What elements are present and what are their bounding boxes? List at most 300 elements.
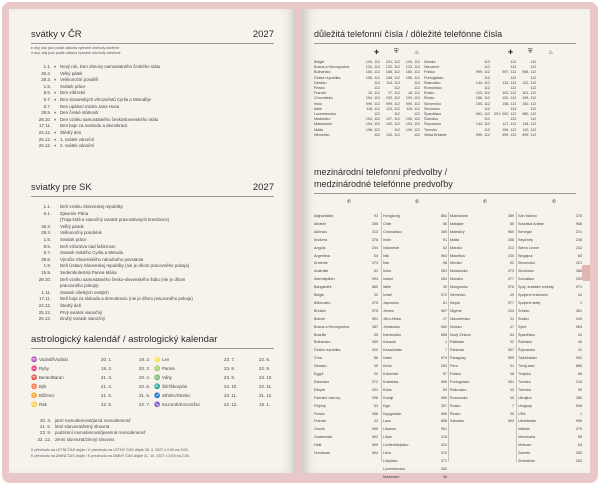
police-icon: ⛨ (528, 49, 533, 55)
phone-number: 113, 112 (386, 106, 400, 111)
prefix-code: 254 (440, 364, 447, 369)
prefix-country: Malta (450, 237, 460, 242)
prefix-country: Zambie (518, 451, 531, 455)
prefix-country: Chorvatsko (383, 229, 402, 234)
holiday-name: Štedrý deň (60, 303, 82, 308)
zodiac-row (154, 375, 272, 381)
zodiac-to: 20. 3. (139, 366, 150, 371)
prefix-country: Monako (450, 277, 464, 282)
holiday-date: 28.10. (38, 276, 51, 282)
phone-number: 112 (530, 75, 537, 80)
phone-icon: ✆ (415, 199, 420, 205)
prefix-code: 66 (577, 372, 582, 376)
phone-number: 166, 112 (385, 70, 400, 75)
prefix-country: Egypt (314, 372, 324, 376)
prefix-country: Katar (383, 356, 392, 361)
phone-number: 112 (530, 65, 537, 70)
phone-number: 112 (510, 86, 517, 91)
prefix-country: Chile (383, 221, 392, 226)
prefix-code: 92 (509, 340, 514, 345)
phones-title: důležitá telefonní čísla / dôležité telefónne čísla (314, 29, 503, 39)
prefix-code: 389 (507, 214, 514, 218)
prefix-country: Spoj. arabské emiráty (518, 285, 554, 290)
prefix-country: Súdán (518, 316, 529, 321)
phone-number: 105, 112 (405, 117, 420, 122)
holiday-row (31, 110, 261, 117)
prefix-country: Bosna a Hercegovina (314, 324, 350, 329)
phone-number: 192, 112 (385, 96, 400, 101)
prefix-code: 971 (575, 285, 582, 290)
phone-number: 999, 112 (502, 132, 517, 137)
prefix-country: Tádžikistán (518, 356, 537, 361)
zodiac-sign-icon: ♎ (154, 375, 161, 381)
prefix-country: Jordánsko (383, 324, 401, 329)
fire-icon: ♨ (414, 50, 420, 56)
prefix-code: 856 (440, 419, 447, 424)
prefix-country: Brazílie (314, 332, 327, 337)
zodiac-from: 23. 11. (224, 393, 238, 398)
prefix-code: 27 (442, 316, 447, 321)
prefix-country: Bhútán (314, 308, 326, 313)
prefix-country: Maledivy (450, 229, 465, 234)
phone-number: 112 (510, 117, 517, 122)
zodiac-row (154, 384, 272, 390)
zodiac-row (154, 393, 272, 399)
prefix-country: Irák (383, 253, 390, 258)
prefix-country: Vatikán (518, 427, 531, 432)
phone-number: 114, 112 (386, 80, 400, 85)
holiday-row (31, 283, 281, 290)
prefix-country: Kanada (383, 340, 396, 345)
prefix-code: 248 (575, 237, 582, 242)
zodiac-row (154, 357, 272, 363)
prefix-code: 84 (577, 443, 582, 448)
prefix-code: 40 (509, 395, 514, 400)
column-divider (381, 212, 382, 462)
prefixes-title-cz: mezinárodní telefonní předvolby / (314, 167, 448, 177)
prefix-country: Laos (383, 419, 391, 424)
holiday-row (31, 64, 261, 71)
prefix-code: 379 (575, 427, 582, 432)
prefix-country: Švédsko (518, 340, 533, 345)
holiday-row (31, 230, 281, 237)
phone-number: 112 (414, 132, 420, 137)
prefix-code: 855 (440, 332, 447, 337)
prefix-country: Lucembursko (383, 466, 406, 471)
zodiac-name: Beran/Baran (39, 375, 64, 380)
zodiac-to: 22. 9. (259, 366, 270, 371)
left-page (9, 9, 296, 473)
phone-number: 061, 112 (475, 112, 490, 117)
holiday-name: Den slovanských věrozvěstů Cyrila a Metoděje (60, 97, 152, 102)
prefix-country: Bolívie (314, 316, 326, 321)
phone-number: 194, 112 (365, 96, 380, 101)
phone-number: 158, 112 (385, 75, 400, 80)
prefix-code: 1 (579, 411, 582, 416)
country-name: Malta (314, 127, 324, 132)
phone-number: 112 (374, 80, 380, 85)
zodiac-name: Ryby (39, 366, 50, 371)
season-text: podzimní rovnodennost/jesenná rovnodennosť (55, 430, 146, 436)
holiday-date: 6.7. (43, 103, 51, 109)
zodiac-to: 19. 1. (259, 402, 270, 407)
phone-number: 124, 112 (365, 65, 380, 70)
holiday-name: Výročie Slovenského národného povstania (60, 256, 144, 262)
dst-note: K přechodu na ZIMNÍ ČAS dojde / K prechodu na ZIMNÝ ČAS dôjde 31. 10. 2027 z 3:00 na 2:00. (31, 454, 190, 458)
phone-number: 999, 112 (365, 101, 380, 106)
prefix-country: Saúdská Arábie (518, 221, 544, 226)
zodiac-name: Vodnář/Vodnár (39, 357, 69, 362)
zodiac-name: Blíženci (39, 393, 55, 398)
holiday-date: 26.12. (38, 143, 51, 149)
country-name: Česká republika (314, 75, 341, 80)
prefix-code: 598 (575, 403, 582, 408)
prefix-code: 351 (507, 379, 514, 384)
prefix-country: Honduras (314, 451, 330, 455)
holiday-date: 1.1. (43, 64, 51, 69)
prefix-code: 967 (440, 308, 447, 313)
holiday-row (31, 137, 261, 144)
prefix-code: 36 (442, 474, 447, 479)
prefix-code: 232 (575, 245, 582, 250)
holiday-name: 1. svátek vánoční (60, 136, 95, 142)
prefix-country: Kuvajt (383, 395, 394, 400)
prefix-code: 53 (442, 387, 447, 392)
phone-number: 112 (484, 106, 490, 111)
phone-row (312, 133, 538, 138)
zodiac-name: Panna (162, 366, 175, 371)
prefix-code: 373 (507, 269, 514, 274)
phone-number: 103, 112 (475, 91, 490, 96)
zodiac-from: 21. 3. (101, 375, 112, 380)
zodiac-sign-icon: ♍ (154, 366, 161, 372)
holiday-row (31, 244, 281, 251)
prefix-country: Spojené státy (518, 300, 541, 305)
prefix-country: Zimbabwe (518, 458, 536, 463)
holiday-date: 6.1. (43, 210, 51, 216)
zodiac-from: 23. 7. (224, 357, 235, 362)
zodiac-sign-icon: ♋ (31, 402, 38, 408)
cz-title-rule (31, 43, 274, 44)
phone-number: 118, 112 (366, 106, 380, 111)
phone-number: 160, 112 (405, 70, 420, 75)
prefix-country: Jižní Afrika (383, 316, 401, 321)
prefix-country: Salvador (450, 419, 465, 424)
holiday-name: Deň vzniku samostatného česko-slovenského štátu (nie je dňom (60, 276, 186, 282)
prefix-code: 56 (442, 221, 447, 226)
holiday-row (31, 217, 281, 224)
phone-number: 112 (484, 117, 490, 122)
phone-number: 133, 112 (502, 80, 517, 85)
holiday-row (31, 104, 261, 111)
country-name: Polsko (424, 70, 436, 75)
zodiac-name: Lev (162, 357, 170, 362)
prefix-code: 972 (440, 293, 447, 297)
prefix-country: Estonsko (314, 379, 330, 384)
phone-number: 193, 112 (405, 122, 420, 127)
astro-title-rule (31, 348, 274, 349)
country-name: Nizozemí (424, 65, 440, 70)
holiday-row (31, 290, 281, 297)
phone-number: 117, 112 (502, 122, 517, 127)
prefix-country: Lichtenštejnsko (383, 443, 409, 448)
dst-note: K přechodu na LETNÍ ČAS dojde / K prechodu na LETNÝ ČAS dôjde 28. 3. 2027 z 2:00 na 3:00. (31, 448, 189, 452)
column-divider (448, 212, 449, 462)
prefix-code: 376 (371, 237, 378, 242)
prefix-country: Mongolsko (450, 285, 468, 290)
phone-icon: ✆ (552, 199, 557, 205)
prefix-country: Jemen (383, 308, 395, 313)
prefix-country: Libye (383, 435, 392, 440)
holiday-name: Deň víťazstva nad fašizmom (60, 243, 116, 249)
prefix-code: 380 (575, 395, 582, 400)
holiday-date: 26.12. (38, 316, 51, 322)
fire-icon: ♨ (548, 50, 554, 56)
prefix-country: Filipíny (314, 403, 326, 408)
holiday-date: 5.7. (43, 97, 51, 102)
prefix-code: 39 (442, 285, 447, 290)
holiday-name: Veľký piatok (60, 223, 84, 229)
prefix-country: Moldavsko (450, 269, 468, 274)
holiday-row (31, 277, 281, 284)
prefix-code: 507 (507, 348, 514, 353)
holiday-row (31, 90, 261, 97)
prefix-code: 52 (509, 261, 514, 266)
bookmark-ribbon[interactable] (582, 265, 590, 281)
phone-number: 112 (374, 132, 380, 137)
holiday-date: 1.11. (41, 289, 51, 295)
season-text: zimní slunovrat/zimný slnovrat (55, 436, 114, 442)
holiday-name: Veľkonočný pondelok (60, 230, 102, 236)
prefix-code: 7 (444, 348, 447, 353)
phone-number: 100, 112 (502, 96, 517, 101)
phone-number: 150, 112 (405, 75, 420, 80)
prefix-code: 976 (507, 285, 514, 290)
prefix-country: Vietnam (518, 443, 532, 448)
cz-note-open: ● dny, kdy jsou podle zákona vybrané obchody otevřené (31, 51, 121, 55)
holiday-name: Den vítězství (60, 90, 86, 96)
prefix-code: 886 (575, 364, 582, 369)
prefix-code: 421 (575, 261, 582, 266)
phone-number: 112 (484, 86, 490, 91)
prefix-code: 996 (440, 411, 447, 416)
zodiac-from: 20. 1. (101, 357, 112, 362)
season-date: 20. 3. (40, 418, 51, 423)
phone-icon: ✆ (483, 199, 488, 205)
holiday-name: Štědrý den (60, 130, 82, 135)
prefix-code: 995 (371, 427, 378, 432)
prefix-country: San Marino (518, 214, 537, 218)
zodiac-row (31, 402, 149, 408)
holiday-row (31, 237, 281, 244)
prefix-code: 370 (440, 451, 447, 455)
police-icon: ⛨ (394, 49, 399, 55)
prefix-country: Bělorusko (314, 300, 331, 305)
zodiac-to: 22. 11. (259, 384, 273, 389)
prefix-code: 509 (371, 443, 378, 448)
prefix-country: Indonésie (383, 245, 399, 250)
prefix-country: Kambodža (383, 332, 401, 337)
phone-number: 15, 112 (367, 91, 380, 96)
astro-title: astrologický kalendář / astrologický kalendar (31, 334, 218, 345)
prefix-country: Polsko (450, 372, 462, 376)
holiday-date: 28.10. (38, 116, 51, 122)
season-row (31, 424, 109, 429)
prefix-country: Japonsko (383, 300, 399, 305)
prefix-code: 966 (575, 221, 582, 226)
phone-number: 17, 112 (387, 91, 400, 96)
prefix-code: 420 (371, 348, 378, 353)
holiday-name: Den boje za svobodu a demokracii (60, 123, 128, 129)
prefix-code: 48 (509, 372, 514, 376)
phone-number: 110, 112 (522, 127, 537, 132)
season-row (31, 437, 114, 442)
holiday-row (31, 211, 281, 218)
prefix-code: 57 (442, 372, 447, 376)
prefix-code: 221 (575, 229, 582, 234)
prefix-country: Norsko (450, 324, 462, 329)
right-page (302, 9, 590, 479)
prefix-code: 1 (444, 340, 447, 345)
prefix-country: Faerské ostrovy (314, 395, 341, 400)
prefix-country: Bulharsko (314, 340, 331, 345)
country-name: Dánsko (314, 80, 327, 85)
prefix-code: 354 (440, 277, 447, 282)
prefix-code: 423 (440, 443, 447, 448)
prefix-code: 93 (373, 214, 378, 218)
prefix-code: 504 (371, 451, 378, 455)
prefix-country: Paraguay (450, 356, 466, 361)
prefix-code: 963 (575, 324, 582, 329)
prefix-code: 47 (509, 324, 514, 329)
phone-number: 112 (414, 112, 420, 117)
country-name: Slovensko (424, 101, 442, 106)
prefix-code: 358 (371, 411, 378, 416)
zodiac-name: Váhy (162, 375, 173, 380)
prefix-country: Itálie (383, 285, 391, 290)
zodiac-to: 23. 10. (259, 375, 273, 380)
prefix-country: Ukrajina (518, 395, 532, 400)
phone-number: 998, 112 (522, 70, 537, 75)
zodiac-sign-icon: ♊ (31, 393, 38, 399)
prefix-code: 353 (440, 269, 447, 274)
holiday-name: Sviatok všetkých svätých (60, 289, 109, 295)
country-name: Norsko (424, 60, 436, 64)
prefix-country: Guatemala (314, 435, 333, 440)
prefix-code: 1 (579, 300, 582, 305)
prefix-code: 55 (373, 332, 378, 337)
country-name: Bulharsko (314, 70, 331, 75)
prefix-country: Srbsko (518, 308, 530, 313)
zodiac-from: 22. 6. (101, 402, 112, 407)
cz-holidays-year: 2027 (252, 29, 274, 40)
zodiac-to: 20. 5. (139, 384, 150, 389)
cz-note-closed: ♦ dny, kdy jsou podle zákona vybrané obchody zavřené (31, 46, 120, 50)
holiday-date: 8.5. (43, 243, 51, 249)
holiday-row (31, 130, 261, 137)
country-name: Rumunsko (424, 86, 442, 91)
holiday-name: (Traja králi a vianočný sviatok pravoslávnych kresťanov) (60, 217, 170, 223)
zodiac-sign-icon: ♈ (31, 375, 38, 381)
prefix-country: Andorra (314, 237, 328, 242)
country-name: Francie (314, 91, 327, 96)
holiday-name: Den vzniku samostatného československého státu (60, 116, 159, 122)
season-row (31, 418, 131, 423)
holiday-date: 25.12. (38, 136, 51, 142)
holiday-row (31, 303, 281, 310)
holiday-date: 1.5. (43, 83, 51, 89)
prefix-country: Malajsie (450, 221, 464, 226)
prefix-country: Portugalsko (450, 379, 470, 384)
phone-number: 113 (510, 106, 517, 111)
prefix-code: 962 (440, 324, 447, 329)
zodiac-row (154, 402, 272, 408)
country-name: Irsko (314, 101, 322, 106)
prefix-country: Francie (314, 419, 327, 424)
prefix-country: Gruzie (314, 427, 325, 432)
prefix-code: 263 (575, 458, 582, 463)
prefix-code: 51 (509, 364, 514, 369)
prefix-code: 34 (577, 332, 582, 337)
phone-number: 118, 112 (522, 122, 537, 127)
prefix-country: Švýcarsko (518, 348, 536, 353)
prefix-code: 244 (371, 245, 378, 250)
prefix-country: Slovensko (518, 261, 536, 266)
prefix-code: 378 (575, 214, 582, 218)
country-name: Makedonie (314, 122, 333, 127)
prefix-code: 371 (440, 458, 447, 463)
holiday-row (31, 250, 281, 257)
prefix-country: Kypr (383, 403, 391, 408)
prefix-country: Rakousko (450, 387, 467, 392)
country-name: Belgie (314, 60, 325, 64)
prefix-code: 43 (509, 387, 514, 392)
zodiac-row (154, 366, 272, 372)
phone-number: 997, 112 (502, 70, 517, 75)
prefix-code: 216 (575, 379, 582, 384)
prefix-code: 961 (440, 427, 447, 432)
prefix-code: 218 (440, 435, 447, 440)
prefix-country: Čína (314, 356, 322, 361)
prefix-country: Alžírsko (314, 229, 328, 234)
holiday-name: Velikonoční pondělí (60, 77, 99, 83)
country-name: Chorvatsko (314, 96, 333, 101)
prefix-country: Uzbekistán (518, 419, 537, 424)
prefix-country: Kuba (383, 387, 392, 392)
prefix-code: 298 (371, 395, 378, 400)
holiday-row (31, 270, 281, 277)
phone-number: 194, 112 (365, 122, 380, 127)
prefix-code: 386 (575, 269, 582, 274)
holiday-mark: ♦ (54, 143, 57, 149)
phone-number: 112 (394, 86, 400, 91)
prefix-code: 58 (577, 435, 582, 440)
holiday-mark: ♦ (54, 97, 57, 102)
holiday-date: 28.9. (41, 110, 51, 116)
phone-number: 144, 112 (475, 122, 490, 127)
phone-number: 100, 112 (365, 60, 380, 64)
prefix-country: Mexiko (450, 261, 462, 266)
holiday-row (31, 117, 261, 124)
prefix-country: Maďarsko (383, 474, 400, 479)
prefix-code: 81 (442, 300, 447, 305)
sk-holidays-year: 2027 (252, 182, 274, 193)
prefix-code: 46 (577, 340, 582, 345)
phone-number: 101, 112 (385, 60, 400, 64)
holiday-name: Den české státnosti (60, 110, 99, 116)
phone-number: 112 (530, 117, 537, 122)
zodiac-sign-icon: ♌ (154, 357, 161, 363)
